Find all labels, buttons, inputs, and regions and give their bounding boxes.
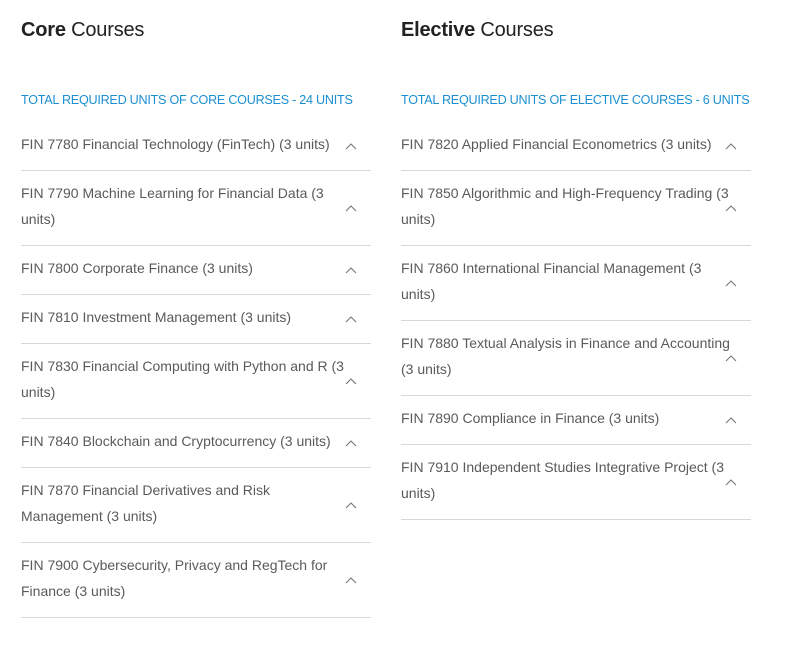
course-accordion-item[interactable] bbox=[401, 246, 751, 321]
elective-total-units: TOTAL REQUIRED UNITS OF ELECTIVE COURSES - 6 UNITS bbox=[401, 93, 750, 107]
course-accordion-item[interactable] bbox=[401, 445, 751, 520]
core-total-units: TOTAL REQUIRED UNITS OF CORE COURSES - 24 UNITS bbox=[21, 93, 353, 107]
course-title: FIN 7810 Investment Management (3 units) bbox=[21, 309, 292, 325]
course-title: FIN 7800 Corporate Finance (3 units) bbox=[21, 260, 253, 276]
heading-strong: Elective bbox=[401, 19, 476, 41]
elective-course-list bbox=[401, 122, 751, 520]
chevron-up-icon[interactable] bbox=[345, 501, 357, 509]
course-title: FIN 7820 Applied Financial Econometrics (3 units) bbox=[401, 136, 712, 152]
course-accordion-item[interactable] bbox=[401, 321, 751, 396]
elective-courses-heading bbox=[401, 16, 553, 44]
chevron-up-icon[interactable] bbox=[725, 142, 737, 150]
chevron-up-icon[interactable] bbox=[345, 142, 357, 150]
heading-rest: Courses bbox=[475, 19, 554, 41]
core-course-list bbox=[21, 122, 371, 618]
course-title: FIN 7840 Blockchain and Cryptocurrency (3 units) bbox=[21, 433, 331, 449]
course-title: FIN 7860 International Financial Management (3 units) bbox=[401, 260, 702, 302]
course-title: FIN 7870 Financial Derivatives and Risk Management (3 units) bbox=[21, 482, 270, 524]
heading-rest: Courses bbox=[65, 19, 145, 41]
course-accordion-item[interactable] bbox=[21, 295, 371, 344]
course-accordion-item[interactable] bbox=[21, 171, 371, 246]
course-accordion-item[interactable] bbox=[21, 246, 371, 295]
chevron-up-icon[interactable] bbox=[725, 204, 737, 212]
course-accordion-item[interactable] bbox=[21, 468, 371, 543]
course-accordion-item[interactable] bbox=[21, 543, 371, 618]
course-accordion-item[interactable] bbox=[21, 419, 371, 468]
core-courses-heading bbox=[21, 16, 144, 44]
course-accordion-item[interactable] bbox=[401, 122, 751, 171]
chevron-up-icon[interactable] bbox=[345, 576, 357, 584]
course-accordion-item[interactable] bbox=[21, 344, 371, 419]
chevron-up-icon[interactable] bbox=[725, 279, 737, 287]
chevron-up-icon[interactable] bbox=[725, 354, 737, 362]
course-title: FIN 7790 Machine Learning for Financial Data (3 units) bbox=[21, 185, 324, 227]
course-title: FIN 7830 Financial Computing with Python and R (3 units) bbox=[21, 358, 344, 400]
heading-strong: Core bbox=[21, 19, 66, 41]
chevron-up-icon[interactable] bbox=[345, 439, 357, 447]
course-title: FIN 7900 Cybersecurity, Privacy and RegTech for Finance (3 units) bbox=[21, 557, 328, 599]
chevron-up-icon[interactable] bbox=[345, 266, 357, 274]
course-title: FIN 7910 Independent Studies Integrative Project (3 units) bbox=[401, 459, 724, 501]
course-title: FIN 7880 Textual Analysis in Finance and Accounting (3 units) bbox=[401, 335, 730, 377]
chevron-up-icon[interactable] bbox=[345, 315, 357, 323]
chevron-up-icon[interactable] bbox=[345, 377, 357, 385]
course-accordion-item[interactable] bbox=[21, 122, 371, 171]
course-accordion-item[interactable] bbox=[401, 171, 751, 246]
course-accordion-item[interactable] bbox=[401, 396, 751, 445]
course-title: FIN 7890 Compliance in Finance (3 units) bbox=[401, 410, 660, 426]
course-title: FIN 7850 Algorithmic and High-Frequency Trading (3 units) bbox=[401, 185, 729, 227]
chevron-up-icon[interactable] bbox=[345, 204, 357, 212]
chevron-up-icon[interactable] bbox=[725, 478, 737, 486]
chevron-up-icon[interactable] bbox=[725, 416, 737, 424]
course-title: FIN 7780 Financial Technology (FinTech) (3 units) bbox=[21, 136, 330, 152]
